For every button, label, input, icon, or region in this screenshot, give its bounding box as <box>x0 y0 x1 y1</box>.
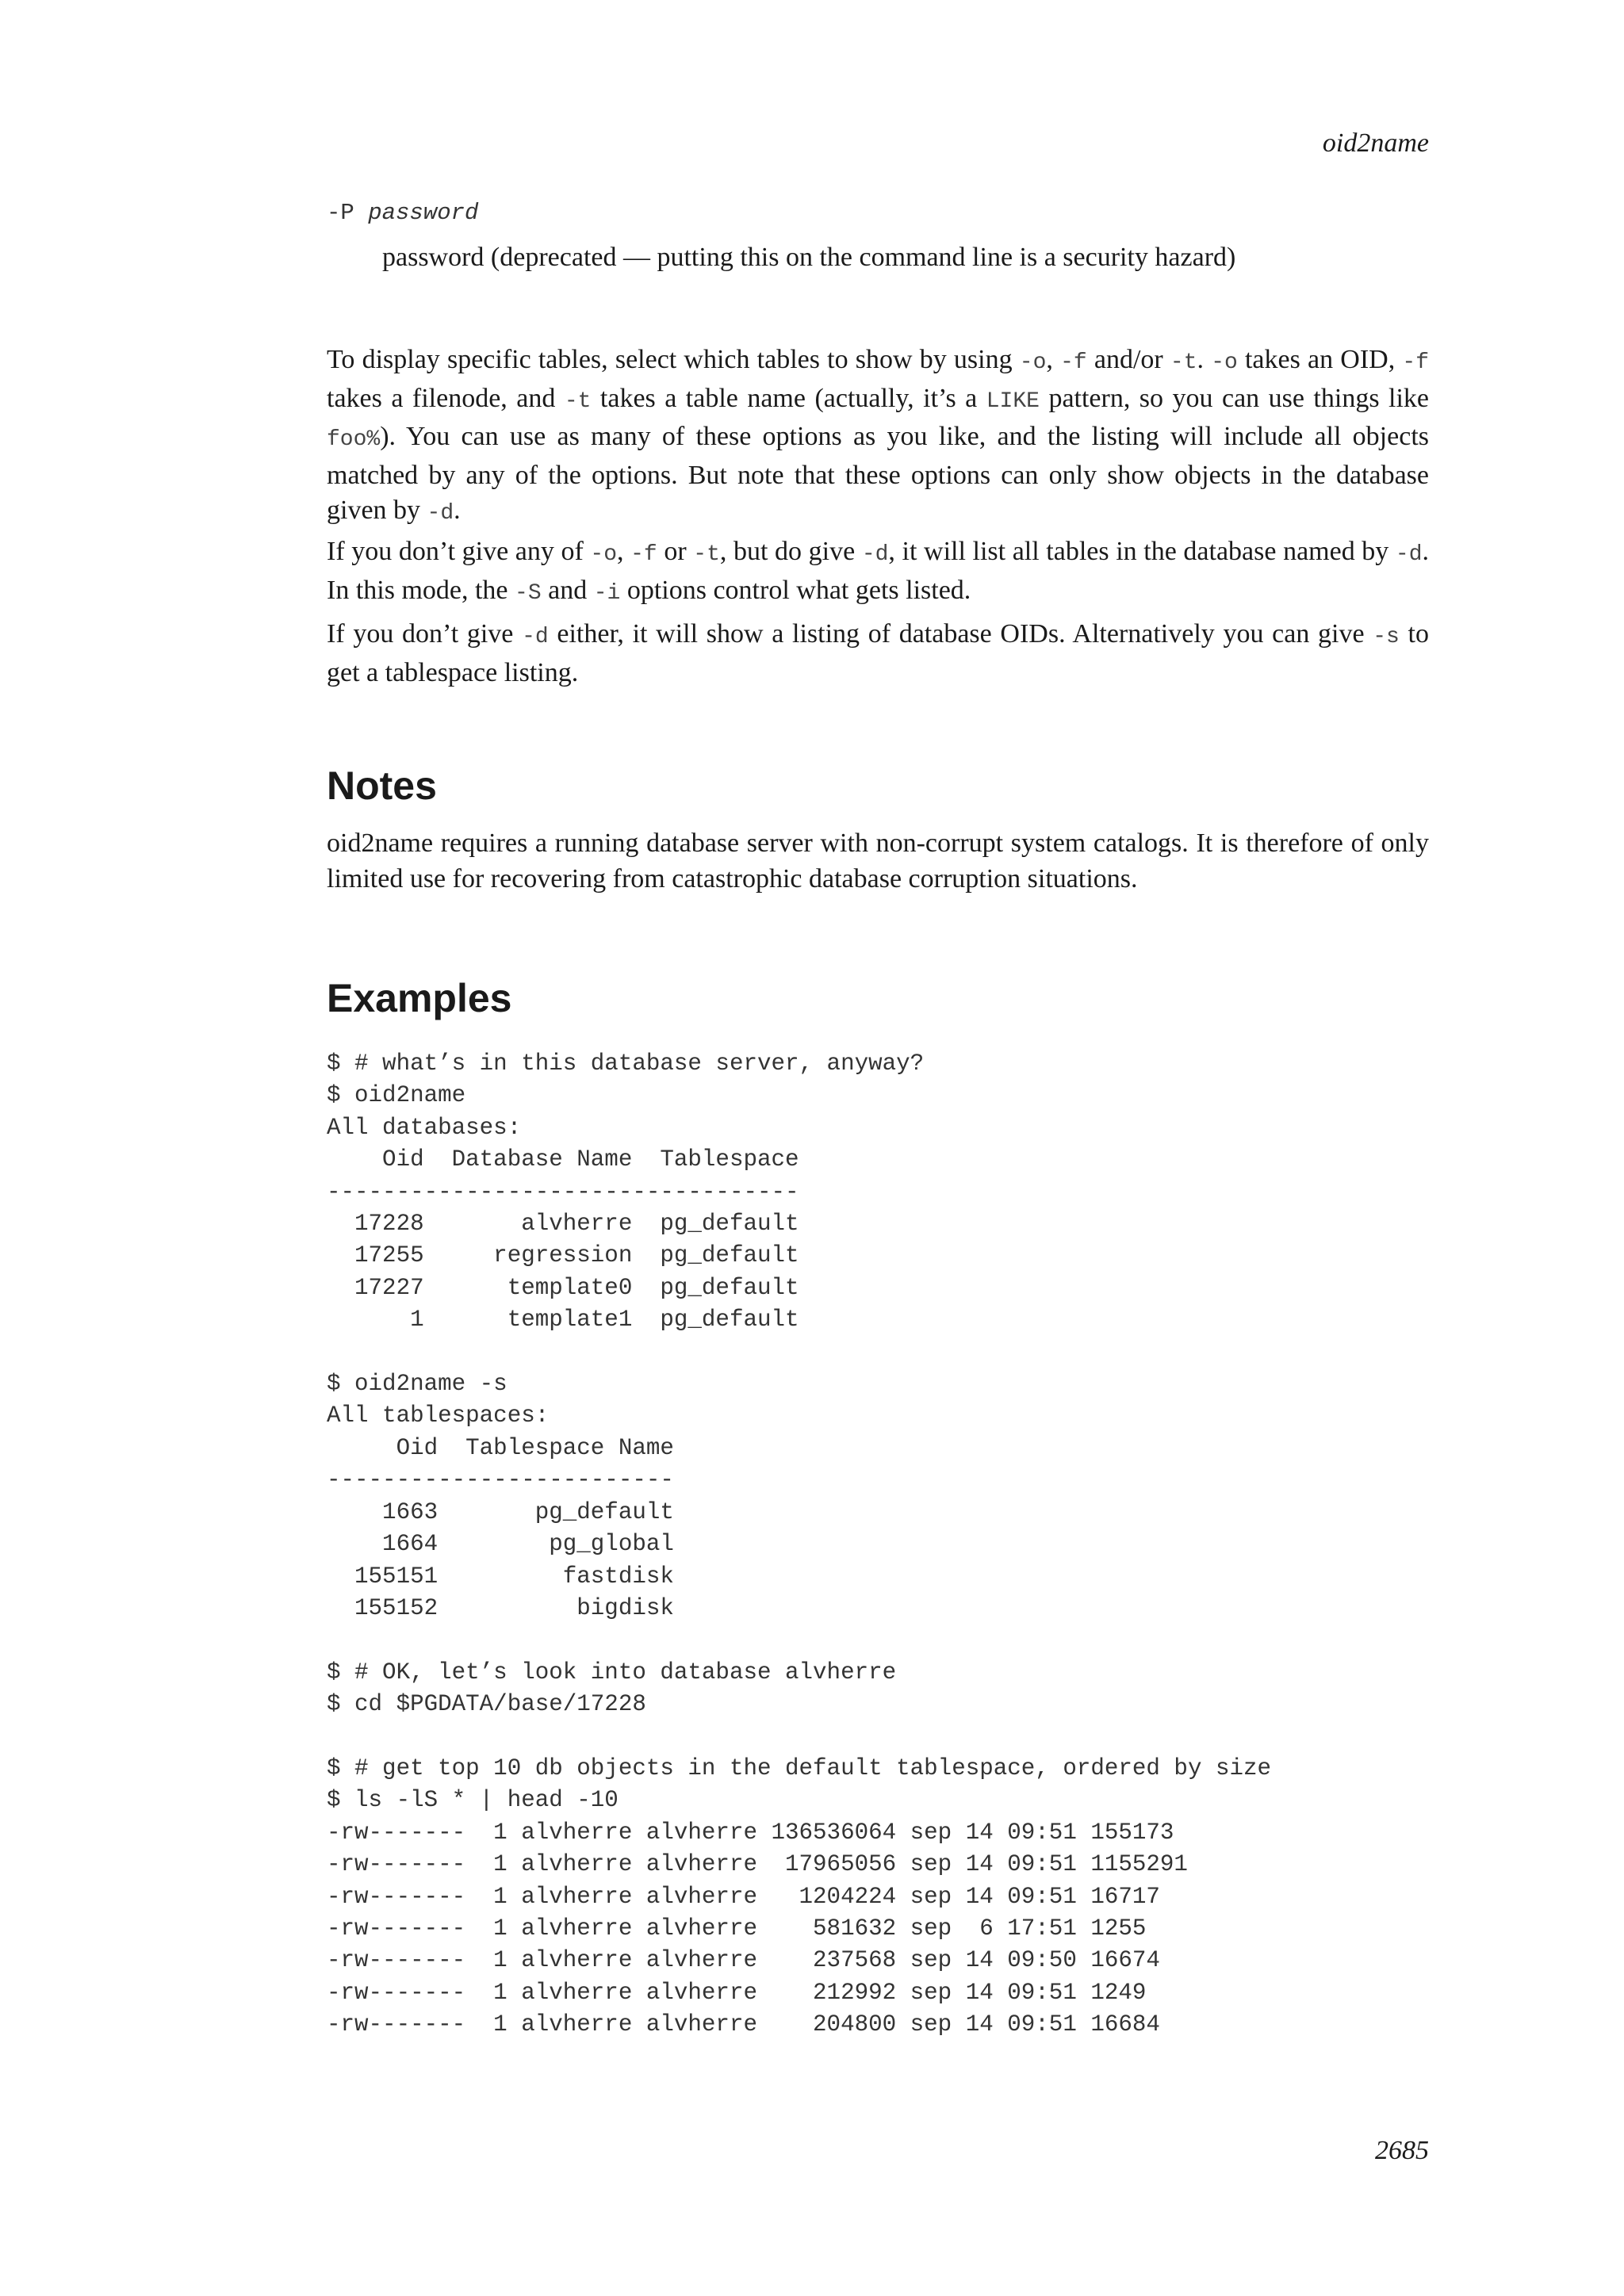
option-description: password (deprecated — putting this on the command line is a security hazard) <box>382 243 1236 272</box>
text: , <box>1046 345 1061 374</box>
text: , but do give <box>719 537 862 566</box>
notes-heading: Notes <box>327 763 437 808</box>
text: To display specific tables, select which tables to show by using <box>327 345 1020 374</box>
text: . In this mode, the <box>327 537 1430 605</box>
option-arg: password <box>368 200 479 226</box>
option-term <box>327 200 478 226</box>
inline-code: -d <box>1395 542 1423 567</box>
paragraph-database-oids <box>327 617 1429 691</box>
paragraph-list-all-tables <box>327 534 1429 611</box>
inline-code: -d <box>861 542 889 567</box>
inline-code: -i <box>593 580 621 606</box>
text: and <box>541 575 594 605</box>
paragraph-specific-tables <box>327 342 1429 532</box>
inline-code: -o <box>1019 350 1047 375</box>
text: and/or <box>1086 345 1170 374</box>
text: takes an OID, <box>1237 345 1403 374</box>
inline-code: -d <box>522 625 549 649</box>
text: , <box>617 537 631 566</box>
text: takes a table name (actually, it’s a <box>591 383 986 413</box>
inline-code: -t <box>693 542 720 567</box>
inline-code: LIKE <box>986 388 1040 414</box>
inline-code: -S <box>515 580 542 606</box>
text: , it will list all tables in the database named by <box>888 537 1396 566</box>
inline-code: -s <box>1373 625 1400 649</box>
inline-code: -f <box>630 542 657 567</box>
inline-code: foo% <box>327 427 381 452</box>
inline-code: -f <box>1060 350 1087 375</box>
examples-heading: Examples <box>327 976 512 1020</box>
notes-paragraph: oid2name requires a running database server with non-corrupt system catalogs. It is therefore of only limited use for recovering from catastrophic database corruption situations. <box>327 828 1429 894</box>
inline-code: -o <box>1211 350 1238 375</box>
example-code-block: $ # what’s in this database server, anyway? $ oid2name All databases: Oid Database Name Tablespace ---------------------------------- 17228 alvherre pg_default 17255 regression pg_default 17227 template0 pg_default 1 template1 pg_default $ oid2name -s All tablespaces: Oid Tablespace Name ------------------------- 1663 pg_default 1664 pg_global 155151 fastdisk 155152 bigdisk $ # OK, let’s look into database alvherre $ cd $PGDATA/base/17228 $ # get top 10 db objects in the default tablespace, ordered by size $ ls -lS * | head -10 -rw------- 1 alvherre alvherre 136536064 sep 14 09:51 155173 -rw------- 1 alvherre alvherre 17965056 sep 14 09:51 1155291 -rw------- 1 alvherre alvherre 1204224 sep 14 09:51 16717 -rw------- 1 alvherre alvherre 581632 sep 6 17:51 1255 -rw------- 1 alvherre alvherre 237568 sep 14 09:50 16674 -rw------- 1 alvherre alvherre 212992 sep 14 09:51 1249 -rw------- 1 alvherre alvherre 204800 sep 14 09:51 16684 <box>327 1050 1272 2038</box>
text: pattern, so you can use things like <box>1039 383 1430 413</box>
page-number: 2685 <box>1375 2136 1429 2165</box>
text: to get a tablespace listing. <box>327 619 1429 687</box>
text: or <box>657 537 694 566</box>
inline-code: -o <box>590 542 618 567</box>
text: If you don’t give <box>327 619 523 649</box>
inline-code: -d <box>427 501 454 526</box>
text: takes a filenode, and <box>327 383 565 413</box>
text: options control what gets listed. <box>620 575 971 605</box>
text: ). You can use as many of these options as you like, and the listing will include all objects matched by any of the options. But note that these options can only show objects in the database given by <box>327 422 1429 525</box>
text: either, it will show a listing of database OIDs. Alternatively you can give <box>548 619 1373 649</box>
inline-code: -t <box>1170 350 1197 375</box>
text: . <box>1197 345 1212 374</box>
running-header: oid2name <box>1322 128 1429 158</box>
inline-code: -t <box>564 388 592 414</box>
option-flag: -P <box>327 200 354 226</box>
text: If you don’t give any of <box>327 537 591 566</box>
inline-code: -f <box>1402 350 1430 375</box>
text: . <box>454 496 461 525</box>
